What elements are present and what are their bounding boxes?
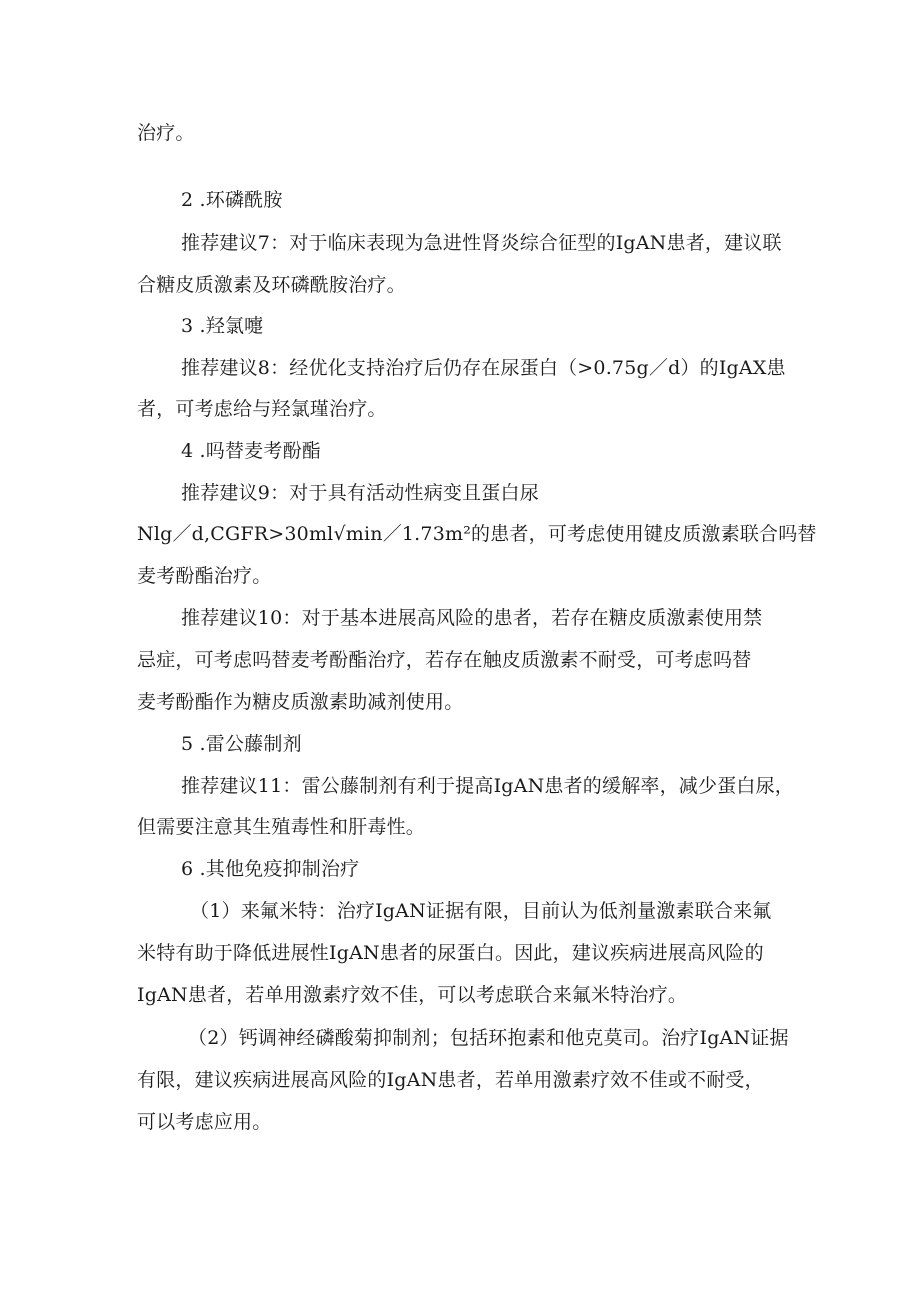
paragraph-line: 忌症，可考虑吗替麦考酚酯治疗，若存在触皮质激素不耐受，可考虑吗替 xyxy=(137,649,752,671)
section-heading-tripterygium: 5 .雷公藤制剂 xyxy=(181,733,302,755)
section-heading-cyclophosphamide: 2 .环磷酰胺 xyxy=(181,189,283,211)
paragraph-line: 有限，建议疾病进展高风险的IgAN患者，若单用激素疗效不佳或不耐受， xyxy=(137,1069,764,1091)
paragraph-line: 推荐建议8：经优化支持治疗后仍存在尿蛋白（>0.75g／d）的IgAX患 xyxy=(181,357,786,379)
paragraph-line: 推荐建议7：对于临床表现为急进性肾炎综合征型的IgAN患者，建议联 xyxy=(181,232,782,254)
paragraph-line: 推荐建议11：雷公藤制剂有利于提高IgAN患者的缓解率，减少蛋白尿， xyxy=(181,775,794,797)
paragraph-line: 可以考虑应用。 xyxy=(137,1111,272,1133)
paragraph-line: IgAN患者，若单用激素疗效不佳，可以考虑联合来氟米特治疗。 xyxy=(137,984,688,1006)
paragraph-line: 麦考酚酯作为糖皮质激素助减剂使用。 xyxy=(137,691,464,713)
paragraph-line: 麦考酚酯治疗。 xyxy=(137,565,272,587)
section-heading-other-immunosuppression: 6 .其他免疫抑制治疗 xyxy=(181,858,360,880)
paragraph-line: 推荐建议10：对于基本进展高风险的患者，若存在糖皮质激素使用禁 xyxy=(181,607,763,629)
section-heading-hydroxychloroquine: 3 .羟氯嚏 xyxy=(181,315,264,337)
paragraph-line: （2）钙调神经磷酸菊抑制剂；包括环抱素和他克莫司。治疗IgAN证据 xyxy=(188,1027,789,1049)
paragraph-line: 但需要注意其生殖毒性和肝毒性。 xyxy=(137,816,426,838)
paragraph-line: 者，可考虑给与羟氯瑾治疗。 xyxy=(137,398,387,420)
paragraph-line: （1）来氟米特：治疗IgAN证据有限，目前认为低剂量激素联合来氟 xyxy=(190,900,772,922)
paragraph-line: 米特有助于降低进展性IgAN患者的尿蛋白。因此，建议疾病进展高风险的 xyxy=(137,942,764,964)
paragraph-line: Nlg／d,CGFR>30ml√min／1.73m²的患者，可考虑使用键皮质激素联合吗替 xyxy=(137,523,817,545)
paragraph-line: 合糖皮质激素及环磷酰胺治疗。 xyxy=(137,274,406,296)
section-heading-mycophenolate: 4 .吗替麦考酚酯 xyxy=(181,440,321,462)
paragraph-line: 推荐建议9：对于具有活动性病变且蛋白尿 xyxy=(181,482,539,504)
paragraph-line: 治疗。 xyxy=(137,122,195,144)
